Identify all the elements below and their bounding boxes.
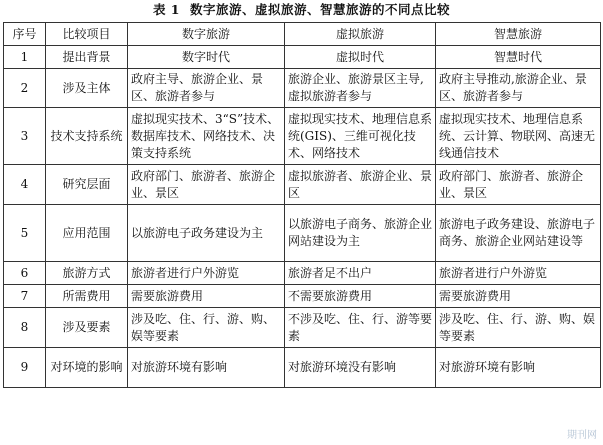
cell-digital: 旅游者进行户外游览	[128, 262, 285, 285]
row-index: 1	[4, 46, 46, 69]
row-index: 8	[4, 308, 46, 348]
cell-virtual: 对旅游环境没有影响	[285, 348, 436, 388]
cell-smart: 政府主导推动,旅游企业、景区、旅游者参与	[436, 69, 601, 108]
cell-virtual: 旅游企业、旅游景区主导,虚拟旅游者参与	[285, 69, 436, 108]
cell-smart: 虚拟现实技术、地理信息系统、云计算、物联网、高速无线通信技术	[436, 108, 601, 165]
cell-virtual: 虚拟现实技术、地理信息系统(GIS)、三维可视化技术、网络技术	[285, 108, 436, 165]
row-index: 2	[4, 69, 46, 108]
table-row	[4, 46, 601, 69]
cell-smart: 旅游电子政务建设、旅游电子商务、旅游企业网站建设等	[436, 205, 601, 262]
header-index: 序号	[4, 23, 46, 46]
table-title: 数字旅游、虚拟旅游、智慧旅游的不同点比较	[190, 2, 451, 17]
table-row	[4, 285, 601, 308]
cell-digital: 涉及吃、住、行、游、购、娱等要素	[128, 308, 285, 348]
watermark: 期刊网	[567, 430, 597, 441]
cell-smart: 对旅游环境有影响	[436, 348, 601, 388]
row-index: 3	[4, 108, 46, 165]
comparison-table	[3, 22, 601, 388]
cell-smart: 旅游者进行户外游览	[436, 262, 601, 285]
cell-smart: 需要旅游费用	[436, 285, 601, 308]
header-virtual: 虚拟旅游	[285, 23, 436, 46]
row-index: 9	[4, 348, 46, 388]
row-item: 涉及要素	[46, 308, 128, 348]
cell-digital: 以旅游电子政务建设为主	[128, 205, 285, 262]
cell-virtual: 不需要旅游费用	[285, 285, 436, 308]
cell-digital: 政府主导、旅游企业、景区、旅游者参与	[128, 69, 285, 108]
table-row	[4, 262, 601, 285]
header-row	[4, 23, 601, 46]
row-index: 5	[4, 205, 46, 262]
row-item: 所需费用	[46, 285, 128, 308]
table-row	[4, 348, 601, 388]
table-caption	[0, 2, 603, 18]
row-item: 应用范围	[46, 205, 128, 262]
cell-virtual: 虚拟时代	[285, 46, 436, 69]
table-row	[4, 108, 601, 165]
row-index: 7	[4, 285, 46, 308]
row-index: 4	[4, 165, 46, 205]
row-item: 对环境的影响	[46, 348, 128, 388]
table-number: 表 1	[152, 2, 181, 17]
header-smart: 智慧旅游	[436, 23, 601, 46]
cell-digital: 虚拟现实技术、3“S”技术、数据库技术、网络技术、决策支持系统	[128, 108, 285, 165]
cell-digital: 政府部门、旅游者、旅游企业、景区	[128, 165, 285, 205]
row-item: 提出背景	[46, 46, 128, 69]
cell-virtual: 旅游者足不出户	[285, 262, 436, 285]
table-row	[4, 205, 601, 262]
cell-virtual: 不涉及吃、住、行、游等要素	[285, 308, 436, 348]
cell-smart: 智慧时代	[436, 46, 601, 69]
table-row	[4, 308, 601, 348]
row-item: 旅游方式	[46, 262, 128, 285]
cell-virtual: 虚拟旅游者、旅游企业、景区	[285, 165, 436, 205]
row-index: 6	[4, 262, 46, 285]
cell-digital: 对旅游环境有影响	[128, 348, 285, 388]
table-row	[4, 69, 601, 108]
cell-digital: 数字时代	[128, 46, 285, 69]
row-item: 技术支持系统	[46, 108, 128, 165]
row-item: 研究层面	[46, 165, 128, 205]
header-digital: 数字旅游	[128, 23, 285, 46]
cell-smart: 政府部门、旅游者、旅游企业、景区	[436, 165, 601, 205]
table-row	[4, 165, 601, 205]
cell-smart: 涉及吃、住、行、游、购、娱等要素	[436, 308, 601, 348]
cell-virtual: 以旅游电子商务、旅游企业网站建设为主	[285, 205, 436, 262]
header-item: 比较项目	[46, 23, 128, 46]
row-item: 涉及主体	[46, 69, 128, 108]
cell-digital: 需要旅游费用	[128, 285, 285, 308]
